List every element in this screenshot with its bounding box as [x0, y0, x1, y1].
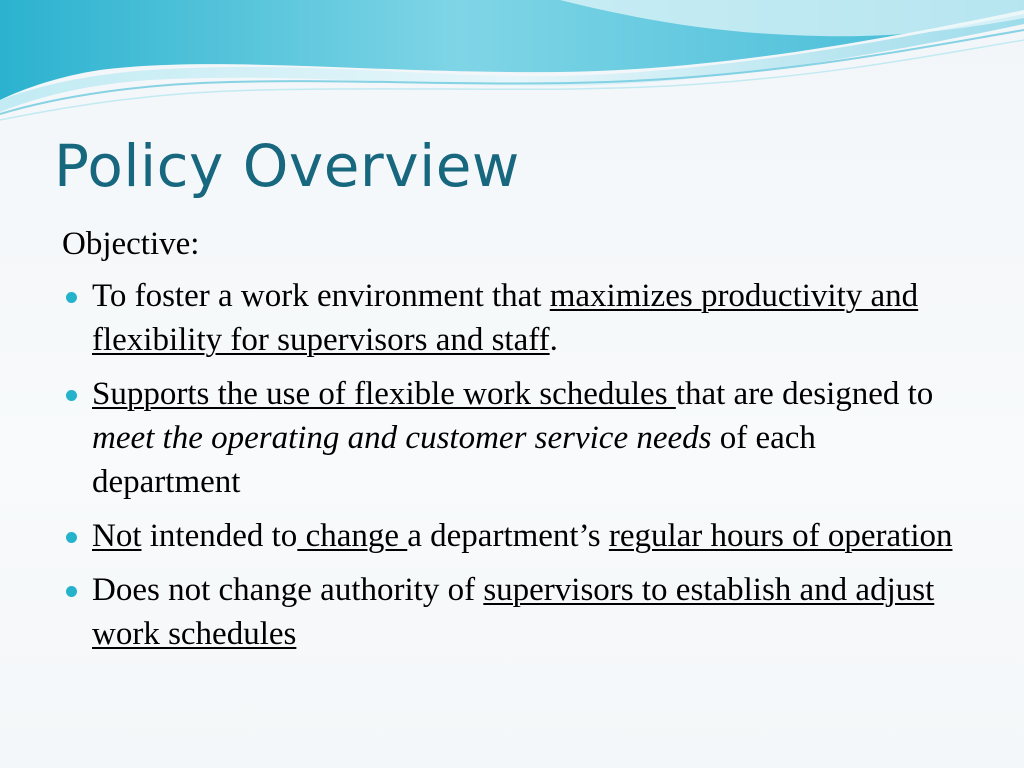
bullet-text-segment: To foster a work environment that [92, 278, 550, 314]
bullet-text-segment: Not [92, 518, 142, 554]
bullet-text-segment: change [297, 518, 408, 554]
bullet-item [62, 514, 962, 558]
bullet-dot-icon [66, 586, 77, 597]
header-wave-decoration [0, 0, 1024, 130]
bullet-dot-icon [66, 292, 77, 303]
slide-title: Policy Overview [54, 132, 520, 200]
bullet-list [62, 274, 962, 656]
bullet-dot-icon [66, 390, 77, 401]
bullet-text-segment: meet the operating and customer service needs [92, 420, 712, 456]
bullet-text-segment: . [549, 322, 558, 358]
bullet-text-segment: a department’s [407, 518, 609, 554]
bullet-text-segment: intended to [141, 518, 298, 554]
bullet-text-segment: of each department [92, 420, 816, 500]
bullet-text-segment: Supports the use of flexible work schedules [92, 376, 676, 412]
objective-heading: Objective: [62, 226, 200, 262]
bullet-item [62, 372, 962, 504]
bullet-text-segment: Does not change authority of [92, 572, 484, 608]
bullet-text-segment: supervisors to establish and adjust work schedules [92, 572, 935, 652]
bullet-text-segment: that are designed to [675, 376, 934, 412]
bullet-item [62, 274, 962, 362]
bullet-text-segment: maximizes productivity and flexibility for supervisors and staff [92, 278, 919, 358]
slide-body [62, 222, 962, 666]
bullet-item [62, 568, 962, 656]
bullet-text-segment: regular hours of operation [608, 518, 953, 554]
bullet-dot-icon [66, 532, 77, 543]
